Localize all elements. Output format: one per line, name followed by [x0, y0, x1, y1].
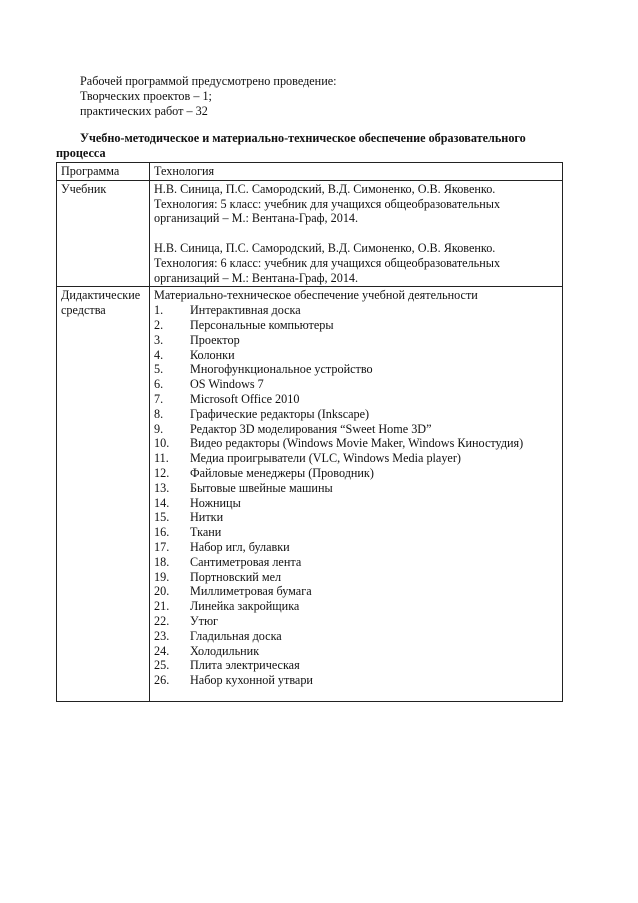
list-item-text: Плита электрическая: [190, 658, 300, 673]
list-item: [154, 584, 559, 599]
list-item-text: Набор игл, булавки: [190, 539, 290, 554]
list-item: [154, 451, 559, 466]
row-label: [57, 287, 150, 702]
list-item: [154, 422, 559, 437]
section-heading: [56, 131, 562, 161]
list-item: [154, 525, 559, 540]
list-item-text: Утюг: [190, 613, 219, 628]
list-item-text: Проектор: [190, 332, 240, 347]
list-item-text: Интерактивная доска: [190, 303, 301, 318]
list-item-number: 7.: [154, 391, 164, 406]
row-label-line: Дидактические: [61, 288, 141, 303]
list-item-number: 9.: [154, 421, 164, 436]
list-item: [154, 407, 559, 422]
list-item-number: 17.: [154, 539, 170, 554]
list-item: [154, 318, 559, 333]
resources-table: [56, 162, 563, 702]
list-item: [154, 540, 559, 555]
list-item-text: Персональные компьютеры: [190, 317, 334, 332]
list-item-number: 11.: [154, 451, 169, 466]
list-item-text: Ножницы: [190, 495, 241, 510]
textbook-line: Технология: 5 класс: учебник для учащихся общеобразовательных: [154, 196, 501, 211]
didactic-cell: [150, 287, 563, 702]
list-item-text: Редактор 3D моделирования “Sweet Home 3D”: [190, 421, 432, 436]
list-item-number: 24.: [154, 643, 170, 658]
list-item-number: 14.: [154, 495, 170, 510]
row-label: Программа: [57, 163, 150, 181]
list-item-number: 5.: [154, 362, 164, 377]
list-item-text: Сантиметровая лента: [190, 554, 302, 569]
list-item-text: Видео редакторы (Windows Movie Maker, Windows Киностудия): [190, 436, 524, 451]
list-item-text: Файловые менеджеры (Проводник): [190, 465, 374, 480]
list-item: [154, 333, 559, 348]
list-item-number: 1.: [154, 303, 164, 318]
list-title: Материально-техническое обеспечение учебной деятельности: [154, 288, 478, 303]
list-item-number: 6.: [154, 377, 164, 392]
list-item-number: 20.: [154, 584, 170, 599]
row-value: Технология: [150, 163, 563, 181]
list-item: [154, 377, 559, 392]
intro-line: Творческих проектов – 1;: [80, 89, 212, 103]
list-item-text: Линейка закройщика: [190, 599, 300, 614]
table-row: [57, 180, 563, 287]
list-item: [154, 599, 559, 614]
list-item-number: 23.: [154, 628, 170, 643]
intro-block: [80, 74, 337, 119]
list-item-number: 26.: [154, 673, 170, 688]
textbook-cell: [150, 180, 563, 287]
list-item: [154, 629, 559, 644]
list-item: [154, 392, 559, 407]
textbook-entry: [154, 182, 559, 226]
intro-line: практических работ – 32: [80, 104, 208, 118]
heading-line: Учебно-методическое и материально-техническое обеспечение образовательного: [80, 131, 526, 145]
list-item-number: 8.: [154, 406, 164, 421]
list-item-number: 18.: [154, 554, 170, 569]
list-item-text: Нитки: [190, 510, 224, 525]
row-label: Учебник: [57, 180, 150, 287]
list-item: [154, 510, 559, 525]
list-item-number: 21.: [154, 599, 170, 614]
resources-list: [154, 303, 559, 688]
list-item: [154, 436, 559, 451]
list-item: [154, 303, 559, 318]
list-item: [154, 496, 559, 511]
list-item-text: Медиа проигрыватели (VLC, Windows Media player): [190, 451, 461, 466]
list-item-text: Холодильник: [190, 643, 260, 658]
list-item-number: 4.: [154, 347, 164, 362]
list-item: [154, 644, 559, 659]
list-item: [154, 673, 559, 688]
list-item-number: 2.: [154, 317, 164, 332]
list-item-text: Колонки: [190, 347, 235, 362]
list-item-text: Набор кухонной утвари: [190, 673, 313, 688]
list-item-text: OS Windows 7: [190, 377, 264, 392]
textbook-line: Н.В. Синица, П.С. Самородский, В.Д. Симоненко, О.В. Яковенко.: [154, 181, 496, 196]
list-item-number: 12.: [154, 465, 170, 480]
textbook-entry: [154, 241, 559, 285]
list-item-text: Гладильная доска: [190, 628, 282, 643]
table-row: [57, 287, 563, 702]
table-row: [57, 163, 563, 181]
list-item-number: 3.: [154, 332, 164, 347]
list-item-text: Портновский мел: [190, 569, 282, 584]
list-item: [154, 481, 559, 496]
list-item-number: 16.: [154, 525, 170, 540]
list-item-number: 22.: [154, 613, 170, 628]
list-item-number: 13.: [154, 480, 170, 495]
list-item-text: Миллиметровая бумага: [190, 584, 312, 599]
list-item-text: Многофункциональное устройство: [190, 362, 373, 377]
list-item-text: Бытовые швейные машины: [190, 480, 333, 495]
list-item-text: Графические редакторы (Inkscape): [190, 406, 370, 421]
list-item-number: 15.: [154, 510, 170, 525]
list-item-number: 19.: [154, 569, 170, 584]
textbook-line: Н.В. Синица, П.С. Самородский, В.Д. Симоненко, О.В. Яковенко.: [154, 240, 496, 255]
heading-line: процесса: [56, 146, 106, 160]
list-item-number: 25.: [154, 658, 170, 673]
textbook-line: организаций – М.: Вентана-Граф, 2014.: [154, 270, 359, 285]
list-item: [154, 555, 559, 570]
list-item-text: Microsoft Office 2010: [190, 391, 300, 406]
list-item: [154, 658, 559, 673]
list-item: [154, 614, 559, 629]
textbook-line: организаций – М.: Вентана-Граф, 2014.: [154, 211, 359, 226]
list-item: [154, 348, 559, 363]
list-item-text: Ткани: [190, 525, 222, 540]
list-item: [154, 570, 559, 585]
list-item-number: 10.: [154, 436, 170, 451]
intro-line: Рабочей программой предусмотрено проведение:: [80, 74, 337, 88]
list-item: [154, 466, 559, 481]
textbook-line: Технология: 6 класс: учебник для учащихся общеобразовательных: [154, 255, 501, 270]
list-item: [154, 362, 559, 377]
row-label-line: средства: [61, 303, 106, 318]
